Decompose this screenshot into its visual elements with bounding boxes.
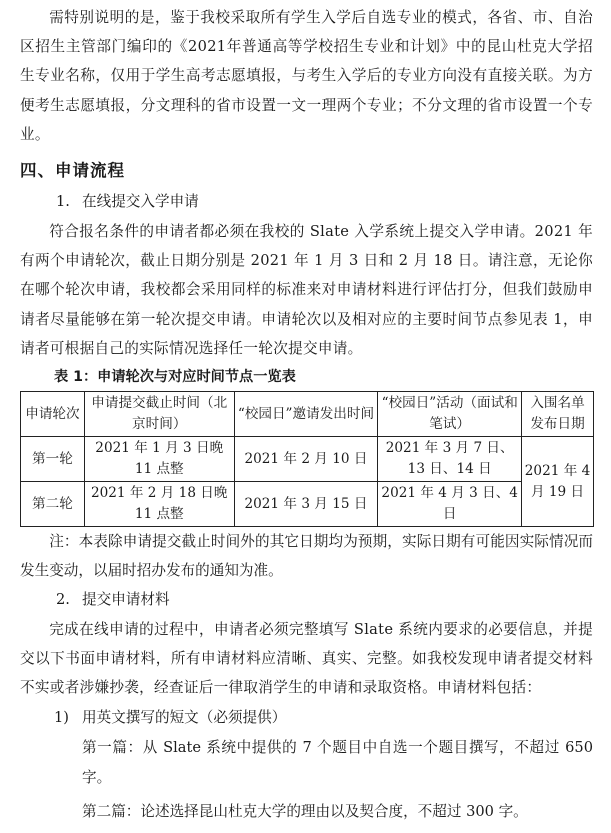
- step1-paragraph: 符合报名条件的申请者都必须在我校的 Slate 入学系统上提交入学申请。2021 年有两个申请轮次，截止日期分别是 2021 年 1 月 3 日和 2 月 18 日。请注意，无论你在哪个轮次申请，我校都会采用同样的标准来对申请材料进行评估打分，但我们鼓励申请者尽量能够在第一轮次提交申请。申请轮次以及相对应的主要时间节点参见表 1，申请者可根据自己的实际情况选择任一轮次提交申请。: [20, 223, 593, 357]
- header-cell: 入围名单发布日期: [522, 392, 594, 437]
- header-cell: “校园日”邀请发出时间: [234, 392, 378, 437]
- table-row: [21, 482, 594, 527]
- step2-heading: [20, 585, 593, 615]
- invite-cell: 2021 年 3 月 15 日: [234, 482, 378, 527]
- step2-number: 2.: [56, 591, 70, 609]
- essay-requirement: 第一篇：从 Slate 系统中提供的 7 个题目中自选一个题目撰写，不超过 650 字。: [82, 738, 593, 786]
- invite-cell: 2021 年 2 月 10 日: [234, 437, 378, 482]
- table-row: [21, 437, 594, 482]
- step1-heading: [20, 187, 593, 217]
- intro-paragraph: 需特别说明的是，鉴于我校采取所有学生入学后自选专业的模式，各省、市、自治区招生主管部门编印的《2021年普通高等学校招生专业和计划》中的昆山杜克大学招生专业名称，仅用于学生高考志愿填报，与考生入学后的专业方向没有直接关联。为方便考生志愿填报，分文理科的省市设置一文一理两个专业；不分文理的省市设置一个专业。: [20, 9, 593, 143]
- material-title: 用英文撰写的短文（必须提供）: [82, 708, 287, 726]
- material-number: 1): [54, 708, 69, 726]
- step2-paragraph: 完成在线申请的过程中，申请者必须完整填写 Slate 系统内要求的必要信息，并提交以下书面申请材料，所有申请材料应清晰、真实、完整。如我校发现申请者提交材料不实或者涉嫌抄袭，经查证后一律取消学生的申请和录取资格。申请材料包括：: [20, 621, 593, 697]
- header-cell: 申请轮次: [21, 392, 85, 437]
- round-cell: 第二轮: [21, 482, 85, 527]
- step2-title: 提交申请材料: [82, 591, 170, 609]
- activity-cell: 2021 年 4 月 3 日、4 日: [378, 482, 522, 527]
- step1-title: 在线提交入学申请: [82, 193, 199, 211]
- schedule-table: [20, 391, 594, 527]
- material-item: [20, 703, 593, 733]
- table-caption: 表 1：申请轮次与对应时间节点一览表: [54, 369, 296, 386]
- header-cell: “校园日”活动（面试和笔试）: [378, 392, 522, 437]
- round-cell: 第一轮: [21, 437, 85, 482]
- essay-requirement: 第二篇：论述选择昆山杜克大学的理由以及契合度，不超过 300 字。: [82, 802, 528, 820]
- header-cell: 申请提交截止时间（北京时间）: [84, 392, 234, 437]
- section-heading: 四、申请流程: [20, 161, 125, 181]
- deadline-cell: 2021 年 1 月 3 日晚 11 点整: [84, 437, 234, 482]
- shortlist-date-cell: 2021 年 4 月 19 日: [522, 437, 594, 527]
- deadline-cell: 2021 年 2 月 18 日晚 11 点整: [84, 482, 234, 527]
- step1-number: 1.: [56, 193, 70, 211]
- table-header-row: [21, 392, 594, 437]
- activity-cell: 2021 年 3 月 7 日、13 日、14 日: [378, 437, 522, 482]
- table-note: 注：本表除申请提交截止时间外的其它日期均为预期，实际日期有可能因实际情况而发生变动，以届时招办发布的通知为准。: [20, 533, 593, 580]
